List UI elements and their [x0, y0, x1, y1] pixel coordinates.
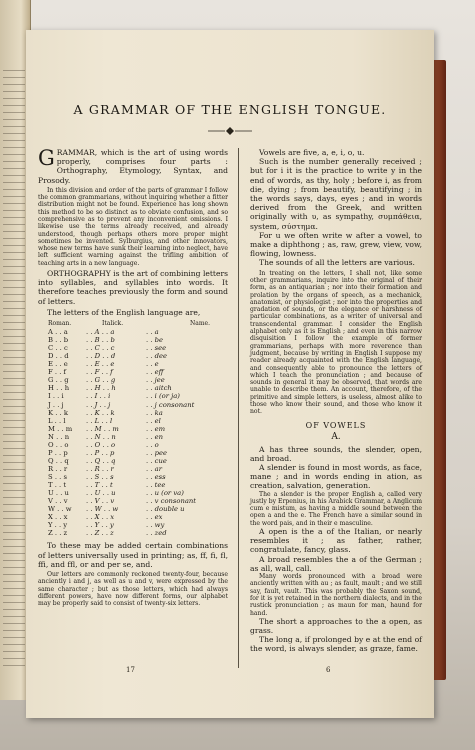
alphabet-row: [38, 384, 228, 392]
a-broad-note: Many words pronounced with a broad were anciently written with au ; as fault, mault ; and we still say, fault, vault. This was probably the Saxon sound, for it is yet retained in the northern dialects, and in the rustick pronunciation ; as maun for man, haund for hand.: [250, 573, 422, 617]
italick-letter: . . E . . e: [86, 360, 115, 369]
roman-letter: J . . j: [48, 400, 64, 409]
alphabet-row: [38, 376, 228, 384]
alphabet-row: [38, 352, 228, 360]
alphabet-row: [38, 481, 228, 489]
italick-letter: . . V . . v: [86, 497, 115, 506]
alphabet-header: [38, 320, 228, 327]
letter-name: . . jee: [146, 376, 165, 385]
letter-name: . . tee: [146, 480, 166, 489]
alphabet-row: [38, 401, 228, 409]
italick-letter: . . D . . d: [86, 352, 116, 361]
vowels-paragraph: Vowels are five, a, e, i, o, u.: [259, 148, 365, 157]
roman-letter: O . . o: [48, 440, 69, 449]
alphabet-row: [38, 497, 228, 505]
italick-letter: . . A . . a: [86, 328, 115, 337]
italick-letter: . . F . . f: [86, 368, 113, 377]
roman-letter: S . . s: [48, 472, 67, 481]
roman-letter: D . . d: [48, 352, 69, 361]
roman-letter: H . . h: [48, 384, 70, 393]
alphabet-row: [38, 433, 228, 441]
roman-letter: X . . x: [48, 513, 68, 522]
italick-letter: . . O . . o: [86, 440, 116, 449]
alphabet-row: [38, 344, 228, 352]
italick-letter: . . X . . x: [86, 513, 115, 522]
treating-paragraph: In treating on the letters, I shall not, like some other grammarians, inquire into the original of their form, as an antiquarian ; nor into their formation and prolation by the organs of speech, as a mechanick, anatomist, or physiologist ; nor into the properties and gradation of sounds, or the elegance or harshness of particular combinations, as a writer of universal and transcendental grammar. I consider the English alphabet only as it is English ; and even in this narrow disquisition I follow the example of former grammarians, perhaps with more reverence than judgment, because by writing in English I suppose my reader already acquainted with the English language, and consequently able to pronounce the letters of which I teach the pronunciation ; and because of sounds in general it may be observed, that words are unable to describe them. An account, therefore, of the primitive and simple letters, is useless, almost alike to those who know their sound, and those who know it not.: [250, 269, 422, 416]
roman-letter: C . . c: [48, 344, 68, 353]
short-a: The short a approaches to the a open, as grass.: [250, 616, 422, 636]
alphabet-row: [38, 417, 228, 425]
header-name: Name.: [190, 320, 210, 328]
letter-name: . . eff: [146, 368, 164, 377]
letter-name: . . zed: [146, 529, 167, 538]
roman-letter: G . . g: [48, 376, 69, 385]
roman-letter: P . . p: [48, 448, 68, 457]
letter-name: . . ess: [146, 472, 166, 481]
italick-letter: . . J . . j: [86, 400, 111, 409]
vowel-sound-paragraph: Such is the number generally received ; but for i it is the practice to write y in the end of words, as thy, holy ; before i, as from die, dying ; from beautify, beautifying ; in the words says, days, eyes ; and in words derived from the Greek, and written originally with υ, as sympathy, συμπάθεια, system, σύστημα.: [250, 157, 422, 231]
page-number-left: 17: [126, 666, 135, 674]
italick-letter: . . N . . n: [86, 432, 116, 441]
page-title: A GRAMMAR OF THE ENGLISH TONGUE.: [73, 102, 387, 117]
italick-letter: . . I . . i: [86, 392, 111, 401]
letter-name: . . i (or ja): [146, 392, 180, 401]
italick-letter: . . R . . r: [86, 464, 114, 473]
header-italick: Italick.: [102, 320, 124, 328]
letter-name: . . ar: [146, 464, 162, 473]
letter-name: . . wy: [146, 521, 165, 530]
letter-name: . . cue: [146, 456, 167, 465]
letter-name: . . double u: [146, 505, 185, 514]
letter-name: . . en: [146, 432, 164, 441]
alphabet-row: [38, 529, 228, 537]
roman-letter: Q . . q: [48, 456, 69, 465]
left-column: [38, 148, 228, 607]
diphthong-paragraph: For u we often write w after a vowel, to make a diphthong ; as, raw, grew, view, vow, flowing, lowness.: [250, 230, 422, 259]
alphabet-row: [38, 449, 228, 457]
alphabet-row: [38, 473, 228, 481]
of-vowels-heading: OF VOWELS: [305, 420, 367, 430]
letter-name: . . o: [146, 440, 159, 449]
italick-letter: . . G . . g: [86, 376, 116, 385]
grammar-intro: [38, 148, 228, 185]
a-broad: A broad resembles the a of the German ; as all, wall, call.: [250, 554, 422, 573]
italick-letter: . . Z . . z: [86, 529, 114, 538]
roman-letter: E . . e: [48, 360, 68, 369]
italick-letter: . . B . . b: [86, 336, 115, 345]
alphabet-row: [38, 513, 228, 521]
facing-page-text-lines: [3, 70, 25, 670]
alphabet-row: [38, 521, 228, 529]
roman-letter: I . . i: [48, 392, 64, 401]
orthography-paragraph: ORTHOGRAPHY is the art of combining letters into syllables, and syllables into words. It therefore teaches previously the form and sound of letters.: [38, 269, 229, 306]
header-roman: Roman.: [48, 320, 72, 328]
roman-letter: L . . l: [48, 416, 66, 425]
letter-name: . . dee: [146, 352, 168, 361]
roman-letter: N . . n: [48, 432, 70, 441]
letter-name: . . u (or va): [146, 489, 184, 498]
combinations-paragraph: To these may be added certain combinations of letters universally used in printing; as, ff, fi, fl, ffi, and ffl, or and per se, and.: [38, 541, 228, 569]
italick-letter: . . H . . h: [86, 384, 116, 393]
alphabet-row: [38, 425, 228, 433]
letter-name: . . e: [146, 360, 159, 369]
italick-letter: . . S . . s: [86, 472, 114, 481]
alphabet-row: [38, 392, 228, 400]
book-page: [26, 30, 434, 718]
letter-name: . . ex: [146, 513, 163, 522]
alphabet-row: [38, 441, 228, 449]
letter-a-heading: A.: [331, 431, 341, 442]
alphabet-row: [38, 368, 228, 376]
roman-letter: R . . r: [48, 464, 68, 473]
roman-letter: V . . v: [48, 497, 68, 506]
italick-letter: . . C . . c: [86, 344, 115, 353]
roman-letter: Y . . y: [48, 521, 68, 530]
letter-name: . . el: [146, 416, 161, 425]
letter-name: . . v consonant: [146, 497, 197, 506]
italick-letter: . . M . . m: [86, 424, 119, 433]
a-slender-note: The a slender is the proper English a, called very justly by Erpenius, in his Arabick Grammar, a Anglicum cum e mistum, as having a middle sound between the open a and the e. The French have a similar sound in the word pais, and in their e masculine.: [250, 490, 422, 527]
roman-letter: W . . w: [48, 505, 72, 514]
roman-letter: A . . a: [48, 328, 68, 337]
drop-cap: G: [38, 146, 55, 170]
italick-letter: . . L . . l: [86, 416, 113, 425]
roman-letter: K . . k: [48, 408, 68, 417]
alphabet-row: [38, 457, 228, 465]
alphabet-row: [38, 360, 228, 368]
roman-letter: U . . u: [48, 489, 69, 498]
italick-letter: . . Q . . q: [86, 456, 116, 465]
alphabet-row: [38, 465, 228, 473]
italick-letter: . . W . . w: [86, 505, 119, 514]
letter-name: . . ka: [146, 408, 163, 417]
roman-letter: Z . . z: [48, 529, 68, 538]
italick-letter: . . K . . k: [86, 408, 115, 417]
italick-letter: . . Y . . y: [86, 521, 114, 530]
right-column: [250, 148, 422, 654]
a-slender: A slender is found in most words, as face, mane ; and in words ending in ation, as creation, salvation, generation.: [250, 462, 422, 491]
ornament-rule-icon: [208, 126, 252, 136]
alphabet-row: [38, 409, 228, 417]
roman-letter: M . . m: [48, 424, 73, 433]
long-a: The long a, if prolonged by e at the end of the word, is always slender, as graze, fame.: [250, 635, 422, 654]
letter-name: . . a: [146, 328, 159, 337]
column-divider: [238, 148, 239, 668]
alphabet-row: [38, 328, 228, 336]
letters-intro: The letters of the English language are,: [47, 307, 201, 317]
letters-note: Our letters are commonly reckoned twenty-four, because anciently i and j, as well as u and v, were expressed by the same character ; but as those letters, which had always different powers, have now different forms, our alphabet may be properly said to consist of twenty-six letters.: [38, 570, 228, 608]
a-open: A open is the a of the Italian, or nearly resembles it ; as father, rather, congratulate, fancy, glass.: [250, 527, 422, 555]
grammar-intro-text: RAMMAR, which is the art of using words properly, comprises four parts : Orthography, Etymology, Syntax, and Prosody.: [38, 148, 228, 185]
alphabet-table: [38, 328, 228, 537]
letter-name: . . em: [146, 424, 166, 433]
letter-name: . . be: [146, 336, 164, 345]
italick-letter: . . T . . t: [86, 480, 113, 489]
division-paragraph: In this division and order of the parts of grammar I follow the common grammarians, without inquiring whether a fitter distribution might not be found. Experience has long shown this method to be so distinct as to obviate confusion, and so comprehensive as to prevent any inconvenient omissions. I likewise use the terms already received, and already understood, though perhaps others more proper might sometimes be invented. Sylburgius, and other innovators, whose new terms have sunk their learning into neglect, have left sufficient warning against the trifling ambition of teaching arts in a new language.: [38, 186, 228, 267]
letter-name: . . pee: [146, 448, 168, 457]
various-sounds: The sounds of all the letters are various.: [259, 258, 415, 268]
alphabet-row: [38, 505, 228, 513]
italick-letter: . . P . . p: [86, 448, 115, 457]
letter-name: . . see: [146, 344, 167, 353]
roman-letter: B . . b: [48, 336, 69, 345]
page-number-right: 6: [326, 666, 331, 674]
a-sounds: A has three sounds, the slender, open, and broad.: [250, 444, 422, 463]
letter-name: . . j consonant: [146, 400, 195, 409]
roman-letter: T . . t: [48, 480, 67, 489]
letter-name: . . aitch: [146, 384, 172, 393]
alphabet-row: [38, 489, 228, 497]
alphabet-row: [38, 336, 228, 344]
roman-letter: F . . f: [48, 368, 67, 377]
italick-letter: . . U . . u: [86, 489, 116, 498]
